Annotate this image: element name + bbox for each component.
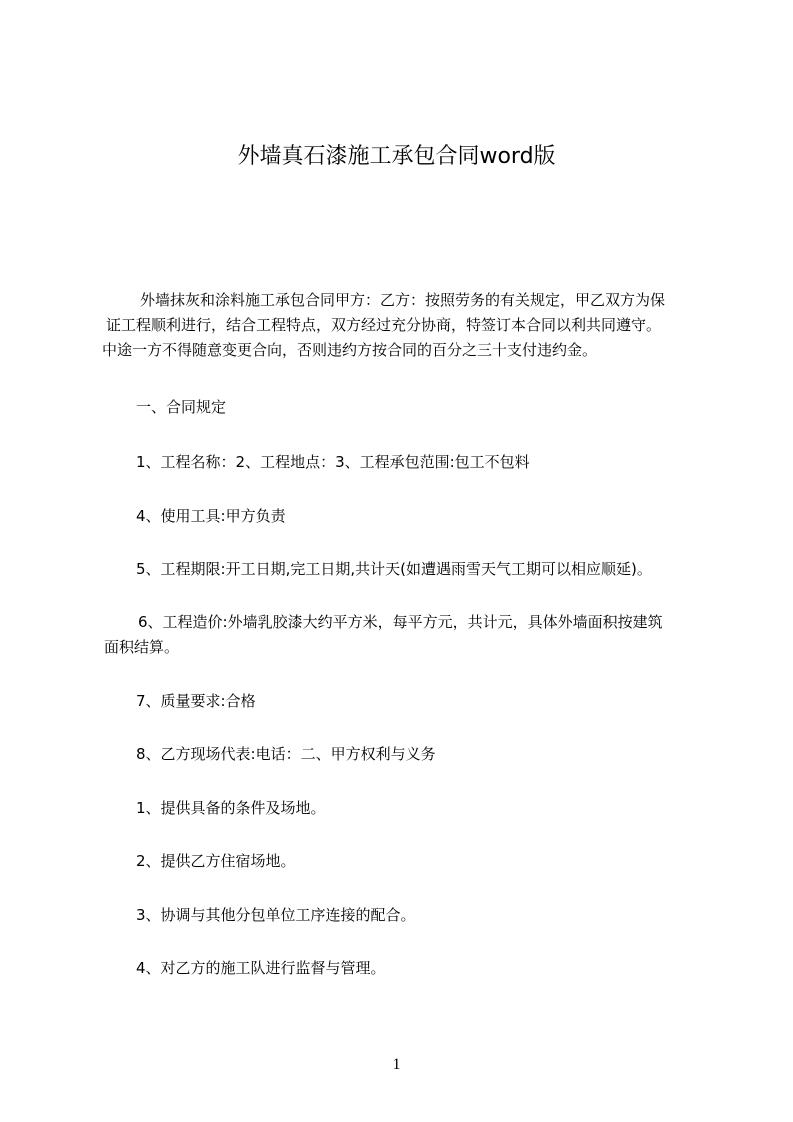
clause-item-6-line-1: 6、工程造价:外墙乳胶漆大约平方米，每平方元，共计元，具体外墙面积按建筑 <box>138 613 663 631</box>
clause-item-5: 5、工程期限:开工日期,完工日期,共计天(如遭遇雨雪天气工期可以相应顺延)。 <box>136 560 652 578</box>
clause-item-7: 7、质量要求:合格 <box>136 692 256 710</box>
page-number: 1 <box>392 1056 401 1073</box>
section-heading-contract-terms: 一、合同规定 <box>136 398 227 416</box>
clause-items-1-3: 1、工程名称：2、工程地点：3、工程承包范围:包工不包料 <box>136 453 530 471</box>
intro-line-1: 外墙抹灰和涂料施工承包合同甲方：乙方：按照劳务的有关规定，甲乙双方为保 <box>140 291 666 309</box>
clause-item-8: 8、乙方现场代表:电话：二、甲方权利与义务 <box>136 745 436 763</box>
intro-line-2: 证工程顺利进行，结合工程特点，双方经过充分协商，特签订本合同以利共同遵守。 <box>106 316 662 334</box>
duty-item-2: 2、提供乙方住宿场地。 <box>136 852 296 870</box>
clause-item-6 <box>104 610 704 660</box>
duty-item-4: 4、对乙方的施工队进行监督与管理。 <box>136 959 386 977</box>
clause-item-4: 4、使用工具:甲方负责 <box>136 507 286 525</box>
clause-item-6-line-2: 面积结算。 <box>104 638 180 656</box>
intro-paragraph <box>104 288 704 363</box>
document-title: 外墙真石漆施工承包合同word版 <box>237 144 556 169</box>
duty-item-3: 3、协调与其他分包单位工序连接的配合。 <box>136 906 416 924</box>
duty-item-1: 1、提供具备的条件及场地。 <box>136 799 326 817</box>
intro-line-3: 中途一方不得随意变更合向，否则违约方按合同的百分之三十支付违约金。 <box>102 341 598 359</box>
